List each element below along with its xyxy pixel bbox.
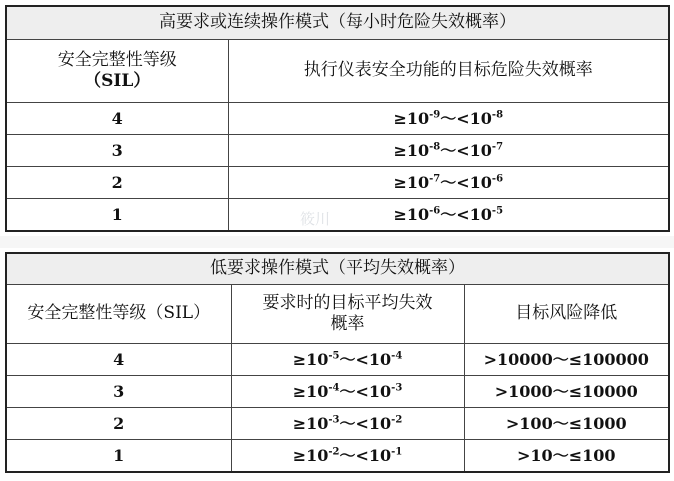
upper-bound-exponent: -6 [491, 173, 504, 185]
range-separator: ～<10 [440, 108, 492, 128]
table-row [6, 167, 669, 199]
upper-bound-exponent: -8 [491, 109, 504, 121]
sil-level-cell: 4 [6, 103, 228, 135]
column-header-sil: 安全完整性等级（SIL） [6, 285, 231, 344]
lower-bound-exponent: -4 [328, 382, 340, 394]
upper-bound-exponent: -1 [391, 446, 403, 458]
watermark: 筱川 [300, 210, 331, 228]
lower-bound-base: ≥10 [292, 381, 329, 401]
header-row [6, 40, 669, 103]
lower-bound-base: ≥10 [393, 172, 430, 192]
lower-bound-exponent: -7 [429, 173, 441, 185]
header-row [6, 285, 669, 344]
risk-reduction-cell: >10000～≤100000 [464, 344, 669, 376]
lower-bound-base: ≥10 [393, 108, 430, 128]
column-header-sil [6, 40, 228, 103]
range-separator: ～<10 [339, 413, 392, 433]
lower-bound-exponent: -9 [429, 109, 441, 121]
range-separator: ～<10 [440, 172, 492, 192]
table-title: 低要求操作模式（平均失效概率） [6, 253, 669, 285]
probability-cell [228, 135, 669, 167]
range-separator: ～<10 [339, 381, 392, 401]
sil-level-cell: 2 [6, 167, 228, 199]
probability-cell [228, 167, 669, 199]
table-gap [0, 236, 674, 248]
upper-bound-exponent: -2 [391, 414, 403, 426]
table-title: 高要求或连续操作模式（每小时危险失效概率） [6, 6, 669, 40]
sil-level-cell: 2 [6, 408, 231, 440]
probability-cell [231, 376, 464, 408]
upper-bound-exponent: -4 [391, 350, 403, 362]
risk-reduction-cell: >10～≤100 [464, 440, 669, 473]
column-header-sil-line2: （SIL） [84, 71, 151, 91]
column-header-sil-line1: 安全完整性等级 [57, 49, 177, 70]
range-separator: ～<10 [339, 349, 392, 369]
range-separator: ～<10 [440, 140, 492, 160]
probability-cell [228, 103, 669, 135]
table-row [6, 135, 669, 167]
sil-level-cell: 4 [6, 344, 231, 376]
table-row [6, 440, 669, 473]
low-demand-table [5, 252, 670, 473]
lower-bound-base: ≥10 [292, 445, 329, 465]
range-separator: ～<10 [440, 204, 492, 224]
column-header-target-pfd: 要求时的目标平均失效概率 [231, 285, 464, 344]
probability-cell [228, 199, 669, 232]
lower-bound-exponent: -8 [429, 141, 441, 153]
lower-bound-exponent: -3 [328, 414, 340, 426]
sil-level-cell: 3 [6, 135, 228, 167]
table-row [6, 103, 669, 135]
table-row [6, 408, 669, 440]
probability-cell [231, 344, 464, 376]
probability-cell [231, 408, 464, 440]
lower-bound-exponent: -6 [429, 205, 441, 217]
lower-bound-base: ≥10 [292, 349, 329, 369]
high-demand-table [5, 5, 670, 232]
lower-bound-base: ≥10 [393, 140, 430, 160]
risk-reduction-cell: >100～≤1000 [464, 408, 669, 440]
upper-bound-exponent: -3 [391, 382, 403, 394]
table-row [6, 199, 669, 232]
table-row [6, 344, 669, 376]
column-header-target-pfh: 执行仪表安全功能的目标危险失效概率 [228, 40, 669, 103]
probability-cell [231, 440, 464, 473]
range-separator: ～<10 [339, 445, 392, 465]
table-title-row [6, 253, 669, 285]
lower-bound-exponent: -2 [328, 446, 340, 458]
sil-level-cell: 3 [6, 376, 231, 408]
table-row [6, 376, 669, 408]
lower-bound-base: ≥10 [292, 413, 329, 433]
column-header-risk-reduction: 目标风险降低 [464, 285, 669, 344]
table-title-row [6, 6, 669, 40]
sil-level-cell: 1 [6, 199, 228, 232]
lower-bound-exponent: -5 [328, 350, 340, 362]
sil-level-cell: 1 [6, 440, 231, 473]
upper-bound-exponent: -7 [491, 141, 504, 153]
lower-bound-base: ≥10 [393, 204, 430, 224]
upper-bound-exponent: -5 [491, 205, 504, 217]
risk-reduction-cell: >1000～≤10000 [464, 376, 669, 408]
